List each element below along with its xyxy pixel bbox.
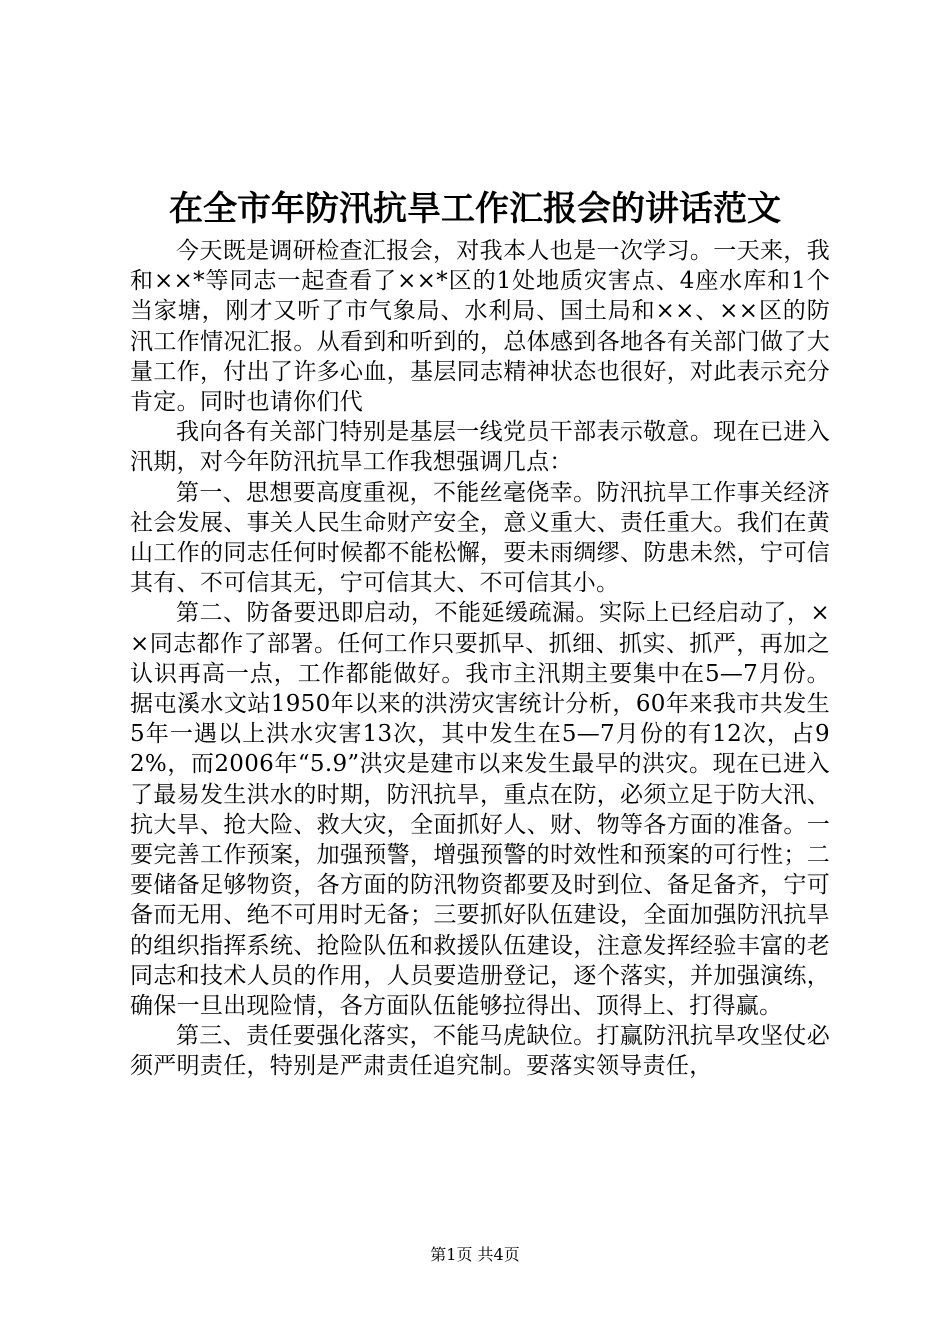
paragraph-1: 今天既是调研检查汇报会，对我本人也是一次学习。一天来，我和××*等同志一起查看了××*区的1处地质灾害点、4座水库和1个当家塘，刚才又听了市气象局、水利局、国土局和××、××区的防汛工作情况汇报。从看到和听到的，总体感到各地各有关部门做了大量工作，付出了许多心血，基层同志精神状态也很好，对此表示充分肯定。同时也请你们代 (130, 238, 830, 416)
page-number: 第1页 共4页 (430, 1245, 520, 1264)
paragraph-5: 第三、责任要强化落实，不能马虎缺位。打赢防汛抗旱攻坚仗必须严明责任，特别是严肃责任追究制。要落实领导责任， (130, 1023, 830, 1080)
document-title: 在全市年防汛抗旱工作汇报会的讲话范文 (169, 189, 781, 229)
paragraph-2: 我向各有关部门特别是基层一线党员干部表示敬意。现在已进入汛期，对今年防汛抗旱工作我想强调几点： (130, 419, 830, 476)
paragraph-3: 第一、思想要高度重视，不能丝毫侥幸。防汛抗旱工作事关经济社会发展、事关人民生命财产安全，意义重大、责任重大。我们在黄山工作的同志任何时候都不能松懈，要未雨绸缪、防患未然，宁可信其有、不可信其无，宁可信其大、不可信其小。 (130, 479, 830, 597)
page-footer (0, 1244, 950, 1266)
document-body (130, 236, 830, 1082)
paragraph-4: 第二、防备要迅即启动，不能延缓疏漏。实际上已经启动了，××同志都作了部署。任何工作只要抓早、抓细、抓实、抓严，再加之认识再高一点，工作都能做好。我市主汛期主要集中在5—7月份。据屯溪水文站1950年以来的洪涝灾害统计分析，60年来我市共发生5年一遇以上洪水灾害13次，其中发生在5—7月份的有12次，占92%，而2006年“5.9”洪灾是建市以来发生最早的洪灾。现在已进入了最易发生洪水的时期，防汛抗旱，重点在防，必须立足于防大汛、抗大旱、抢大险、救大灾，全面抓好人、财、物等各方面的准备。一要完善工作预案，加强预警，增强预警的时效性和预案的可行性；二要储备足够物资，各方面的防汛物资都要及时到位、备足备齐，宁可备而无用、绝不可用时无备；三要抓好队伍建设，全面加强防汛抗旱的组织指挥系统、抢险队伍和救援队伍建设，注意发挥经验丰富的老同志和技术人员的作用，人员要造册登记，逐个落实，并加强演练，确保一旦出现险情，各方面队伍能够拉得出、顶得上、打得赢。 (130, 600, 830, 1020)
